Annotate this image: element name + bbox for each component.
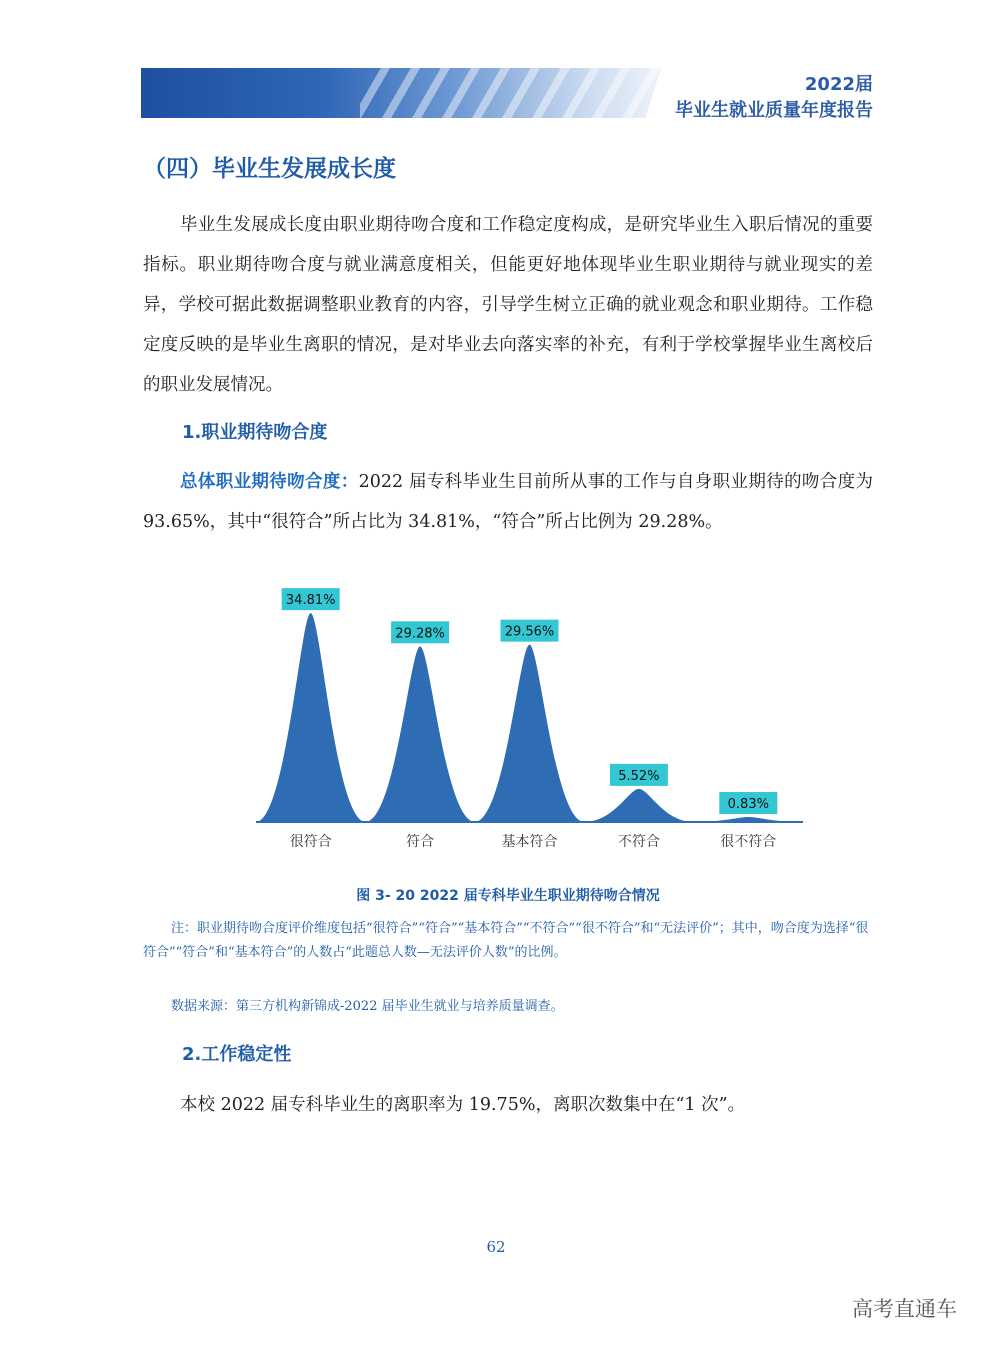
data-label-3: 29.56% (504, 624, 555, 640)
header-year: 2022届 (804, 74, 873, 95)
chart-peak-3 (475, 645, 585, 822)
expectation-fit-chart (240, 570, 820, 860)
figure-note: 注：职业期待吻合度评价维度包括“很符合”“符合”“基本符合”“不符合”“很不符合”和“无法评价”；其中，吻合度为选择“很符合”“符合”和“基本符合”的人数占“此题总人数—无法评价人数”的比例。 (143, 921, 869, 960)
expectation-fit-paragraph (143, 462, 873, 542)
data-label-4: 5.52% (618, 768, 660, 784)
watermark-text: 高考直通车 (852, 1297, 957, 1321)
expectation-fit-text: 2022 届专科毕业生目前所从事的工作与自身职业期待的吻合度为 93.65%，其中“很符合”所占比为 34.81%，“符合”所占比例为 29.28%。 (143, 472, 874, 532)
section-title: （四）毕业生发展成长度 (143, 156, 396, 182)
chart-peak-4 (584, 789, 694, 822)
figure-caption: 图 3- 20 2022 届专科毕业生职业期待吻合情况 (356, 888, 660, 904)
category-label-5: 很不符合 (720, 834, 777, 850)
category-label-2: 符合 (406, 834, 435, 850)
chart-peak-1 (256, 613, 366, 822)
data-label-1: 34.81% (285, 593, 336, 609)
subsection-heading-expectation-fit: 1.职业期待吻合度 (182, 422, 328, 443)
expectation-fit-key-label: 总体职业期待吻合度： (180, 472, 359, 492)
data-label-5: 0.83% (727, 797, 769, 813)
chart-peak-2 (365, 646, 475, 822)
category-label-4: 不符合 (617, 834, 660, 850)
job-stability-paragraph: 本校 2022 届专科毕业生的离职率为 19.75%，离职次数集中在“1 次”。 (180, 1095, 746, 1115)
subsection-heading-job-stability: 2.工作稳定性 (182, 1044, 292, 1065)
header-report-title: 毕业生就业质量年度报告 (675, 100, 873, 121)
page-number: 62 (486, 1238, 506, 1256)
intro-paragraph: 毕业生发展成长度由职业期待吻合度和工作稳定度构成，是研究毕业生入职后情况的重要指标。职业期待吻合度与就业满意度相关，但能更好地体现毕业生职业期待与就业现实的差异，学校可据此数据调整职业教育的内容，引导学生树立正确的就业观念和职业期待。工作稳定度反映的是毕业生离职的情况，是对毕业去向落实率的补充，有利于学校掌握毕业生离校后的职业发展情况。 (143, 215, 873, 395)
category-label-1: 很符合 (289, 834, 332, 850)
data-label-2: 29.28% (395, 626, 445, 642)
header-banner-stripes (360, 68, 660, 118)
category-label-3: 基本符合 (501, 834, 558, 850)
data-source: 数据来源：第三方机构新锦成-2022 届毕业生就业与培养质量调查。 (171, 999, 564, 1014)
